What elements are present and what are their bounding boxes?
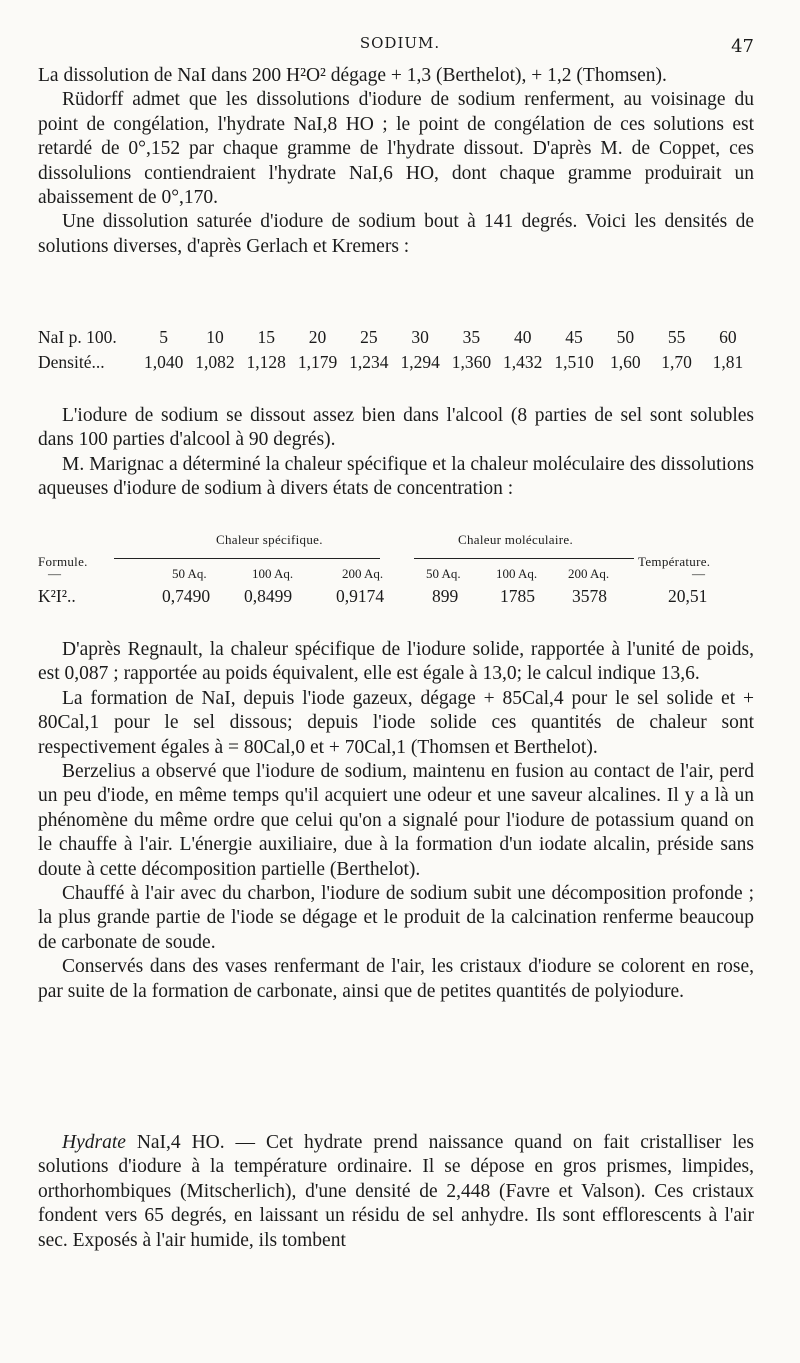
- sub-heading: 100 Aq.: [252, 566, 294, 581]
- row-label: Densité...: [38, 352, 105, 372]
- sub-heading: 200 Aq.: [568, 566, 610, 581]
- table-cell: 1,432: [503, 352, 543, 372]
- paragraph-marignac: M. Marignac a déterminé la chaleur spécifique et la chaleur moléculaire des dissolutions aqueuses d'iodure de sodium à divers états de concentration :: [38, 453, 754, 500]
- table-cell: 40: [513, 327, 532, 347]
- paragraph-rudorff: Rüdorff admet que les dissolutions d'iodure de sodium renferment, au voisinage du point de congélation, l'hydrate NaI,8 HO ; le point de congélation de ces solutions est retardé de 0°,152 par chaque gramme de l'hydrate dissout. D'après M. de Coppet, ces dissolulions contiendraient l'hydrate NaI,6 HO, dont chaque gramme produirait un abaissement de 0°,170.: [38, 89, 754, 209]
- page-number: 47: [731, 36, 754, 57]
- text-block-bottom: [38, 638, 754, 1004]
- table-cell: 30: [411, 327, 429, 347]
- table-cell: 1,179: [297, 352, 338, 372]
- paragraph-berzelius: Berzelius a observé que l'iodure de sodium, maintenu en fusion au contact de l'air, perd un peu d'iode, en même temps qu'il acquiert une odeur et une saveur alcalines. Il y a là un phénomène du même ordre que celui qu'on a signalé pour l'iodure de potassium quand on le chauffe à l'air. L'énergie auxiliaire, due à la formation d'un iodate alcalin, préside sans doute à cette décomposition partielle (Berthelot).: [38, 761, 754, 880]
- hydrate-text: NaI,4 HO. — Cet hydrate prend naissance quand on fait cristalliser les solutions d'iodure à la température ordinaire. Il se dépose en gros prismes, limpides, orthorhombiques (Mitscherlich), d'une densité de 2,448 (Favre et Valson). Ces cristaux fondent vers 65 degrés, en laissant un résidu de sel anhydre. Ils sont efflorescents à l'air sec. Exposés à l'air humide, ils tombent: [38, 1132, 754, 1251]
- group-heading-specific: Chaleur spécifique.: [216, 532, 323, 547]
- paragraph-dissolution: La dissolution de NaI dans 200 H²O² dégage + 1,3 (Berthelot), + 1,2 (Thomsen).: [38, 65, 667, 86]
- formula-heading: Formule.: [38, 554, 88, 569]
- table-cell: 1,294: [400, 352, 440, 372]
- page-header: [40, 34, 760, 56]
- table-cell: 55: [667, 327, 686, 347]
- group-heading-molecular: Chaleur moléculaire.: [458, 532, 574, 547]
- table-cell: 50: [616, 327, 635, 347]
- table-cell: 1,040: [143, 352, 184, 372]
- table-cell: 0,8499: [244, 586, 293, 606]
- density-row-percent: [38, 325, 754, 350]
- formula-dash: —: [48, 566, 61, 581]
- table-cell: 60: [719, 327, 737, 347]
- paragraph-formation: La formation de NaI, depuis l'iode gazeux, dégage + 85Cal,4 pour le sel solide et + 80Cal,1 pour le sel dissous; depuis l'iode solide ces quantités de chaleur sont respectivement égales à = 80Cal,0 et + 70Cal,1 (Thomsen et Berthelot).: [38, 687, 754, 758]
- table-cell: 0,9174: [336, 586, 385, 606]
- brace-specific: [114, 558, 380, 565]
- table-cell: 1,70: [661, 352, 692, 372]
- text-block-mid: [38, 404, 754, 502]
- temperature-heading: Température.: [638, 554, 711, 569]
- table-cell: 0,7490: [162, 586, 211, 606]
- table-cell: 1,360: [451, 352, 492, 372]
- formula-cell: K²I²..: [38, 586, 76, 606]
- running-title: SODIUM.: [359, 34, 441, 52]
- table-cell: 1,60: [610, 352, 641, 372]
- table-cell: 1,128: [246, 352, 286, 372]
- table-cell: 1,082: [195, 352, 235, 372]
- sub-heading: 50 Aq.: [426, 566, 461, 581]
- table-cell: 35: [462, 327, 481, 347]
- table-cell: 45: [565, 327, 583, 347]
- temperature-dash: —: [692, 566, 705, 581]
- table-cell: 3578: [572, 586, 607, 606]
- text-block-hydrate: [38, 1131, 754, 1253]
- table-cell: 1,234: [349, 352, 389, 372]
- paragraph-saturated: Une dissolution saturée d'iodure de sodium bout à 141 degrés. Voici les densités de solutions diverses, d'après Gerlach et Kremers :: [38, 211, 754, 257]
- text-block-top: [38, 64, 754, 259]
- table-cell: 10: [206, 327, 224, 347]
- row-label: NaI p. 100.: [38, 327, 117, 347]
- paragraph-hydrate: [38, 1131, 754, 1253]
- table-cell: 15: [257, 327, 275, 347]
- table-cell: 20,51: [668, 586, 708, 606]
- table-cell: 20: [308, 327, 327, 347]
- sub-heading: 50 Aq.: [172, 566, 207, 581]
- paragraph-conserves: Conservés dans des vases renfermant de l'air, les cristaux d'iodure se colorent en rose, par suite de la formation de carbonate, ainsi que de petites quantités de polyiodure.: [38, 956, 754, 1002]
- density-table: [38, 325, 754, 375]
- paragraph-alcohol: L'iodure de sodium se dissout assez bien dans l'alcool (8 parties de sel sont solubles dans 100 parties d'alcool à 90 degrés).: [38, 405, 754, 451]
- table-cell: 1,81: [712, 352, 744, 372]
- table-cell: 1,510: [554, 352, 594, 372]
- sub-heading: 100 Aq.: [496, 566, 538, 581]
- table-cell: 25: [360, 327, 378, 347]
- paragraph-charbon: Chauffé à l'air avec du charbon, l'iodure de sodium subit une décomposition profonde ; la plus grande partie de l'iode se dégage et le produit de la calcination renferme beaucoup de carbonate de soude.: [38, 883, 754, 953]
- table-cell: 5: [159, 327, 169, 347]
- sub-heading: 200 Aq.: [342, 566, 384, 581]
- brace-molecular: [414, 558, 634, 565]
- density-row-values: [38, 350, 754, 375]
- hydrate-title: Hydrate: [62, 1132, 126, 1153]
- table-cell: 1785: [500, 586, 535, 606]
- table-cell: 899: [432, 586, 459, 606]
- paragraph-regnault: D'après Regnault, la chaleur spécifique de l'iodure solide, rapportée à l'unité de poids, est 0,087 ; rapportée au poids équivalent, elle est égale à 13,0; le calcul indique 13,6.: [38, 639, 754, 685]
